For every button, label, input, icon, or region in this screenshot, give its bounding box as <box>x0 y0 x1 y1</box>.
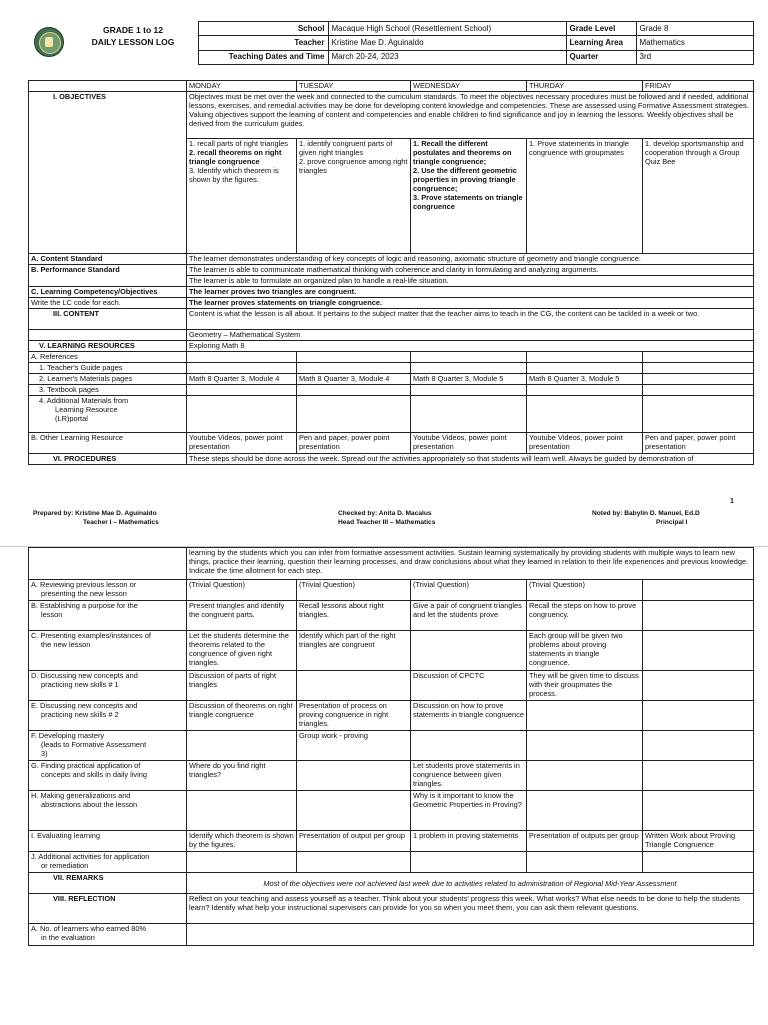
checked-by: Checked by: Anita D. Macalus Head Teacher III – Mathematics <box>338 510 436 526</box>
prepared-by: Prepared by: Kristine Mae D. Aguinaldo Teacher I – Mathematics <box>33 510 159 526</box>
procedure-cell <box>643 761 754 791</box>
learners-materials-cell: Math 8 Quarter 3, Module 5 <box>527 374 643 385</box>
learners-materials-cell: Math 8 Quarter 3, Module 4 <box>297 374 411 385</box>
header-info-table <box>28 21 754 65</box>
procedure-cell: Discussion of CPCTC <box>411 671 527 701</box>
procedure-cell: Let students prove statements in congruence between given triangles. <box>411 761 527 791</box>
content-standard-label: A. Content Standard <box>29 254 187 265</box>
procedure-cell: Let the students determine the theorems related to the congruence of given right triangles. <box>187 631 297 671</box>
procedure-cell <box>643 631 754 671</box>
school-label: School <box>198 22 328 36</box>
teaching-dates-value: March 20-24, 2023 <box>328 50 566 64</box>
page-2 <box>0 546 768 1025</box>
procedure-cell: Recall the steps on how to prove congruency. <box>527 601 643 631</box>
procedure-cell: Discussion of theorems on right triangle congruence <box>187 701 297 731</box>
procedure-cell: Identify which part of the right triangles are congruent <box>297 631 411 671</box>
procedures-text-part-2: learning by the students which you can infer from formative assessment activities. Sustain learning systematically by providing students with multiple ways to learn new things, practice their learning, question their learning processes, and draw conclusions about what they learned in relation to their life experiences and previous knowledge. Indicate the time allotment for each step. <box>187 548 754 580</box>
procedure-label: A. Reviewing previous lesson or presenting the new lesson <box>29 580 187 601</box>
procedure-cell <box>297 852 411 873</box>
procedure-label: D. Discussing new concepts and practicing new skills # 1 <box>29 671 187 701</box>
competency-code-note: Write the LC code for each. <box>29 298 187 309</box>
procedure-cell: Presentation of process on proving congruence in right triangles. <box>297 701 411 731</box>
content-standard-text: The learner demonstrates understanding of key concepts of logic and reasoning, axiomatic structure of geometry and triangle congruence. <box>187 254 754 265</box>
procedure-cell: Each group will be given two problems about proving statements in triangle congruence. <box>527 631 643 671</box>
learning-resources-label: V. LEARNING RESOURCES <box>29 341 187 352</box>
procedure-label: C. Presenting examples/instances of the new lesson <box>29 631 187 671</box>
procedure-cell: Written Work about Proving Triangle Congruence <box>643 831 754 852</box>
objectives-text: Objectives must be met over the week and connected to the curriculum standards. To meet the objectives necessary procedures must be followed and if needed, additional lessons, exercises, and remedial activities may be done for developing content knowledge and competencies. These are assessed using Formative Assessment strategies. Valuing objectives support the learning of content and competencies and enable children to find significance and joy in learning the lessons. Weekly objectives shall be derived from the curriculum guides. <box>187 92 754 139</box>
performance-standard-text-1: The learner is able to communicate mathematical thinking with coherence and clarity in formulating and analyzing arguments. <box>187 265 754 276</box>
learners-materials-label: 2. Learner's Materials pages <box>29 374 187 385</box>
procedure-cell <box>643 580 754 601</box>
procedure-cell: Discussion of parts of right triangles <box>187 671 297 701</box>
procedure-cell <box>527 791 643 831</box>
competency-label: C. Learning Competency/Objectives <box>29 287 187 298</box>
procedure-cell <box>527 731 643 761</box>
procedure-cell: They will be given time to discuss with their groupmates the process. <box>527 671 643 701</box>
procedure-label: G. Finding practical application of concepts and skills in daily living <box>29 761 187 791</box>
performance-standard-label: B. Performance Standard <box>29 265 187 287</box>
procedure-cell <box>411 731 527 761</box>
procedure-cell: 1 problem in proving statements <box>411 831 527 852</box>
day-header: FRIDAY <box>643 81 754 92</box>
procedure-cell <box>411 852 527 873</box>
procedure-cell <box>411 631 527 671</box>
school-value: Macaque High School (Resettlement School) <box>328 22 566 36</box>
other-resource-cell: Pen and paper, power point presentation <box>643 433 754 454</box>
procedure-cell: Discussion on how to prove statements in triangle congruence <box>411 701 527 731</box>
title-line-1: GRADE 1 to 12 <box>103 25 163 35</box>
day-header: TUESDAY <box>297 81 411 92</box>
reflection-label: VIII. REFLECTION <box>29 894 187 924</box>
procedure-cell <box>643 731 754 761</box>
reflection-a-value <box>187 924 754 946</box>
additional-materials-label: 4. Additional Materials from Learning Resource (LR)portal <box>29 396 187 433</box>
procedure-cell <box>187 731 297 761</box>
learning-area-value: Mathematics <box>636 36 753 50</box>
reflection-text: Reflect on your teaching and assess yourself as a teacher. Think about your students' progress this week. What works? What else needs to be done to help the students learn? Identify what help your instructional supervisors can provide for you so when you meet them, you can ask them relevant questions. <box>187 894 754 924</box>
procedure-cell <box>643 601 754 631</box>
procedure-label: H. Making generalizations and abstractions about the lesson <box>29 791 187 831</box>
other-resource-cell: Pen and paper, power point presentation <box>297 433 411 454</box>
lesson-log-table-continued <box>28 547 754 946</box>
procedure-cell <box>643 852 754 873</box>
reflection-a-label: A. No. of learners who earned 80% in the evaluation <box>29 924 187 946</box>
procedure-cell <box>297 671 411 701</box>
learners-materials-cell: Math 8 Quarter 3, Module 5 <box>411 374 527 385</box>
procedure-cell: (Trivial Question) <box>187 580 297 601</box>
procedure-cell: Presentation of outputs per group <box>527 831 643 852</box>
procedure-label: B. Establishing a purpose for the lesson <box>29 601 187 631</box>
teaching-dates-label: Teaching Dates and Time <box>198 50 328 64</box>
procedure-cell: Present triangles and identify the congruent parts. <box>187 601 297 631</box>
procedure-label: E. Discussing new concepts and practicing new skills # 2 <box>29 701 187 731</box>
teacher-label: Teacher <box>198 36 328 50</box>
day-header: THURDAY <box>527 81 643 92</box>
content-blank <box>29 330 187 341</box>
title-line-2: DAILY LESSON LOG <box>91 37 175 47</box>
procedure-cell: Identify which theorem is shown by the figures. <box>187 831 297 852</box>
textbook-label: 3. Textbook pages <box>29 385 187 396</box>
grade-level-value: Grade 8 <box>636 22 753 36</box>
objectives-monday: 1. recall parts of right triangles 2. recall theorems on right triangle congruence 3. Identify which theorem is shown by the figures. <box>187 139 297 254</box>
content-topic: Geometry – Mathematical System <box>187 330 754 341</box>
grade-level-label: Grade Level <box>566 22 636 36</box>
other-resource-cell: Youtube Videos, power point presentation <box>187 433 297 454</box>
quarter-value: 3rd <box>636 50 753 64</box>
procedure-cell <box>643 791 754 831</box>
procedure-cell <box>643 701 754 731</box>
procedure-label: I. Evaluating learning <box>29 831 187 852</box>
procedures-text-part-1: These steps should be done across the week. Spread out the activities appropriately so that students will learn well. Always be guided by demonstration of <box>187 454 754 465</box>
references-label: A. References <box>29 352 187 363</box>
procedure-cell: Why is it important to know the Geometric Properties in Proving? <box>411 791 527 831</box>
competency-text-1: The learner proves two triangles are congruent. <box>187 287 754 298</box>
procedure-label: J. Additional activities for application or remediation <box>29 852 187 873</box>
day-header: MONDAY <box>187 81 297 92</box>
procedure-cell: Give a pair of congruent triangles and let the students prove <box>411 601 527 631</box>
competency-text-2: The learner proves statements on triangle congruence. <box>187 298 754 309</box>
learners-materials-cell: Math 8 Quarter 3, Module 4 <box>187 374 297 385</box>
lesson-log-table <box>28 80 754 465</box>
procedure-cell: (Trivial Question) <box>527 580 643 601</box>
procedure-cell <box>297 791 411 831</box>
content-text: Content is what the lesson is all about. It pertains to the subject matter that the teacher aims to teach in the CG, the content can be tackled in a week or two. <box>187 309 754 330</box>
procedure-label: F. Developing mastery (leads to Formative Assessment 3) <box>29 731 187 761</box>
learners-materials-cell <box>643 374 754 385</box>
procedure-cell <box>527 852 643 873</box>
other-resource-cell: Youtube Videos, power point presentation <box>527 433 643 454</box>
noted-by: Noted by: Babylin D. Manuel, Ed.D Principal I <box>592 510 700 526</box>
content-label: III. CONTENT <box>29 309 187 330</box>
quarter-label: Quarter <box>566 50 636 64</box>
procedure-cell: Group work - proving <box>297 731 411 761</box>
procedure-cell <box>187 852 297 873</box>
other-resource-cell: Youtube Videos, power point presentation <box>411 433 527 454</box>
corner-cell <box>29 81 187 92</box>
page-number: 1 <box>730 498 734 505</box>
teachers-guide-label: 1. Teacher's Guide pages <box>29 363 187 374</box>
other-resource-label: B. Other Learning Resource <box>29 433 187 454</box>
procedure-cell: Recall lessons about right triangles. <box>297 601 411 631</box>
objectives-wednesday: 1. Recall the different postulates and theorems on triangle congruence; 2. Use the different geometric properties in proving triangle congruence; 3. Prove statements on triangle congruence <box>411 139 527 254</box>
objectives-friday: 1. develop sportsmanship and cooperation through a Group Quiz Bee <box>643 139 754 254</box>
procedures-continued-label <box>29 548 187 580</box>
procedure-cell <box>527 761 643 791</box>
objectives-tuesday: 1. identify congruent parts of given right triangles 2. prove congruence among right triangles <box>297 139 411 254</box>
remarks-label: VII. REMARKS <box>29 873 187 894</box>
teacher-value: Kristine Mae D. Aguinaldo <box>328 36 566 50</box>
procedure-cell <box>527 701 643 731</box>
procedure-cell: (Trivial Question) <box>411 580 527 601</box>
learning-resources-value: Exploring Math 8 <box>187 341 754 352</box>
procedure-cell: Where do you find right triangles? <box>187 761 297 791</box>
procedure-cell: (Trivial Question) <box>297 580 411 601</box>
procedures-label: VI. PROCEDURES <box>29 454 187 465</box>
objectives-thursday: 1. Prove statements in triangle congruence with groupmates <box>527 139 643 254</box>
learning-area-label: Learning Area <box>566 36 636 50</box>
procedure-cell <box>297 761 411 791</box>
remarks-text: Most of the objectives were not achieved last week due to activities related to administration of Regional Mid-Year Assessment <box>187 873 754 894</box>
procedure-cell <box>643 671 754 701</box>
objectives-label: I. OBJECTIVES <box>29 92 187 254</box>
procedure-cell <box>187 791 297 831</box>
day-header: WEDNESDAY <box>411 81 527 92</box>
performance-standard-text-2: The learner is able to formulate an organized plan to handle a real-life situation. <box>187 276 754 287</box>
procedure-cell: Presentation of output per group <box>297 831 411 852</box>
